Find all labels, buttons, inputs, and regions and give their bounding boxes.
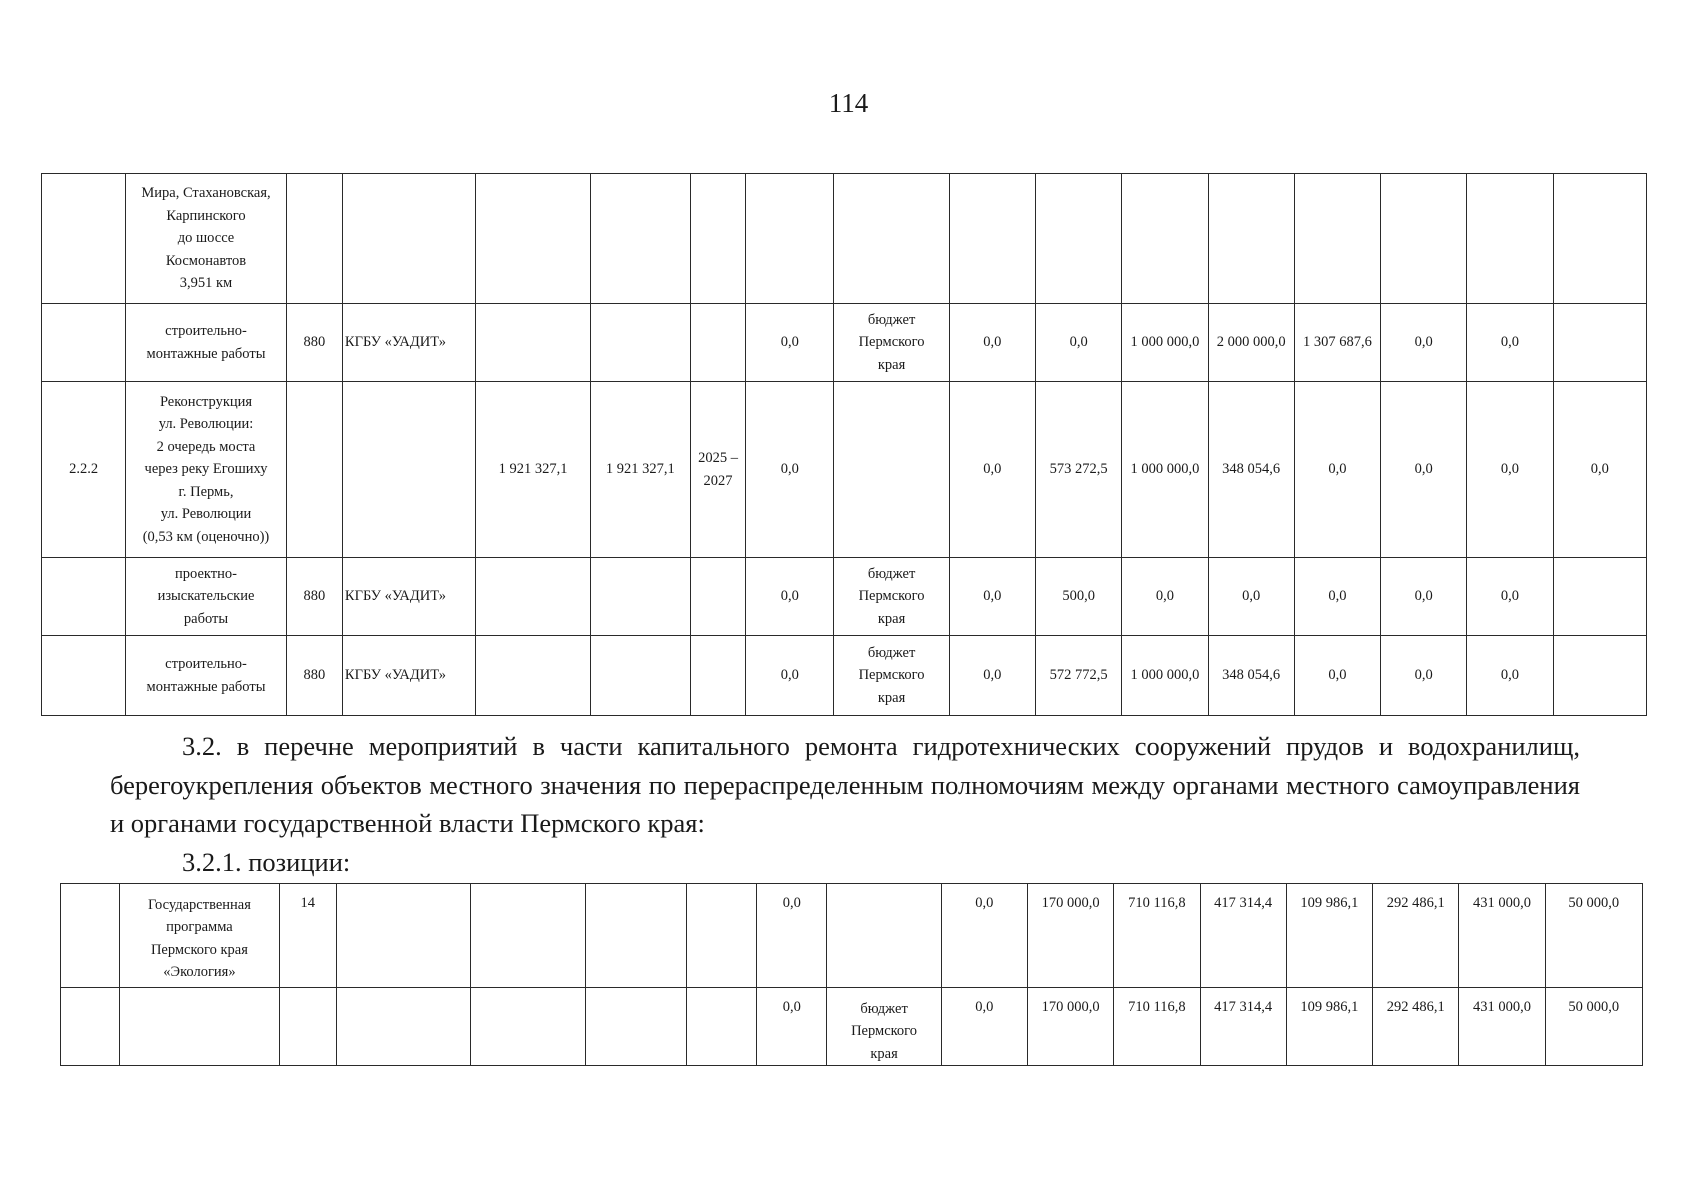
table-cell	[42, 636, 126, 716]
table-cell: 0,0	[941, 988, 1027, 1066]
table-cell: 2025 – 2027	[690, 382, 745, 558]
table-cell: 0,0	[1467, 636, 1553, 716]
table-cell: 0,0	[1294, 382, 1380, 558]
table-cell: 50 000,0	[1545, 884, 1642, 988]
table-cell	[834, 174, 949, 304]
table-cell: 880	[286, 636, 342, 716]
table-cell: 0,0	[949, 636, 1035, 716]
table-cell: 170 000,0	[1028, 988, 1114, 1066]
table-cell: 170 000,0	[1028, 884, 1114, 988]
table-cell: 1 000 000,0	[1122, 304, 1208, 382]
table-row	[42, 558, 1647, 636]
table-cell: 14	[279, 884, 336, 988]
table-cell	[476, 174, 590, 304]
table-row	[42, 174, 1647, 304]
table-row	[42, 304, 1647, 382]
table-cell	[1553, 636, 1646, 716]
table-cell: строительно- монтажные работы	[126, 636, 287, 716]
table-cell: 292 486,1	[1373, 988, 1459, 1066]
table-cell: 1 000 000,0	[1122, 382, 1208, 558]
table-cell	[690, 558, 745, 636]
table-cell: строительно- монтажные работы	[126, 304, 287, 382]
table-cell: 0,0	[1381, 636, 1467, 716]
table-cell: 880	[286, 304, 342, 382]
table-cell: 0,0	[746, 382, 834, 558]
table-cell	[746, 174, 834, 304]
table-cell	[834, 382, 949, 558]
table-cell: 1 921 327,1	[476, 382, 590, 558]
table-cell: 348 054,6	[1208, 382, 1294, 558]
page-number: 114	[828, 88, 869, 118]
table-cell: 417 314,4	[1200, 884, 1286, 988]
table-cell: бюджет Пермского края	[834, 636, 949, 716]
table-cell: 0,0	[746, 558, 834, 636]
table-cell	[585, 884, 686, 988]
table-cell: 500,0	[1036, 558, 1122, 636]
table-cell: 2.2.2	[42, 382, 126, 558]
table-cell	[690, 174, 745, 304]
budget-table-roads	[41, 173, 1647, 716]
table-cell	[471, 884, 585, 988]
table-cell: бюджет Пермского края	[827, 988, 941, 1066]
table-cell: 0,0	[1467, 558, 1553, 636]
table-cell	[590, 304, 690, 382]
table-cell: 0,0	[1381, 558, 1467, 636]
table-cell: 0,0	[746, 304, 834, 382]
table-cell: 50 000,0	[1545, 988, 1642, 1066]
table-cell	[1553, 174, 1646, 304]
table-cell: Реконструкция ул. Революции: 2 очередь моста через реку Егошиху г. Пермь, ул. Революции (0,53 км (оценочно))	[126, 382, 287, 558]
budget-table-ecology	[60, 883, 1643, 1066]
table-cell: 0,0	[1381, 382, 1467, 558]
table-cell: 573 272,5	[1036, 382, 1122, 558]
table-cell	[336, 884, 470, 988]
table-cell	[61, 988, 120, 1066]
table-cell: 431 000,0	[1459, 988, 1545, 1066]
table-cell	[42, 304, 126, 382]
paragraph-section-3-2: 3.2. в перечне мероприятий в части капитального ремонта гидротехнических сооружений прудов и водохранилищ, берегоукрепления объектов местного значения по перераспределенным полномочиям между органами местного самоуправления и органами государственной власти Пермского края:	[110, 731, 1580, 838]
table-cell	[120, 988, 280, 1066]
table-cell	[590, 636, 690, 716]
table-cell	[476, 304, 590, 382]
table-cell: Государственная программа Пермского края «Экология»	[120, 884, 280, 988]
table-cell: 0,0	[1294, 636, 1380, 716]
table-cell: Мира, Стахановская, Карпинского до шоссе Космонавтов 3,951 км	[126, 174, 287, 304]
table-cell: 0,0	[757, 884, 827, 988]
table-cell: 431 000,0	[1459, 884, 1545, 988]
table-cell: 0,0	[1467, 382, 1553, 558]
table-cell	[342, 174, 475, 304]
table-cell	[1122, 174, 1208, 304]
table-cell: КГБУ «УАДИТ»	[342, 558, 475, 636]
table-row	[42, 636, 1647, 716]
table-cell: 1 000 000,0	[1122, 636, 1208, 716]
paragraph-section-3-2-1: 3.2.1. позиции:	[182, 847, 351, 877]
table-cell: 2 000 000,0	[1208, 304, 1294, 382]
table-cell: 1 921 327,1	[590, 382, 690, 558]
table-cell	[336, 988, 470, 1066]
table-cell	[1467, 174, 1553, 304]
table-cell	[342, 382, 475, 558]
table-cell	[690, 636, 745, 716]
table-row	[61, 988, 1643, 1066]
table-body	[61, 884, 1643, 1066]
table-cell	[1381, 174, 1467, 304]
table-row	[42, 382, 1647, 558]
table-cell	[585, 988, 686, 1066]
table-cell	[590, 558, 690, 636]
table-cell	[949, 174, 1035, 304]
table-cell: 0,0	[1467, 304, 1553, 382]
table-cell: 710 116,8	[1114, 988, 1200, 1066]
table-cell	[590, 174, 690, 304]
table-cell: 417 314,4	[1200, 988, 1286, 1066]
table-cell: 0,0	[1122, 558, 1208, 636]
table-cell: 348 054,6	[1208, 636, 1294, 716]
table-cell	[286, 382, 342, 558]
table-cell	[61, 884, 120, 988]
table-cell	[476, 636, 590, 716]
table-cell: 0,0	[941, 884, 1027, 988]
table-cell: 0,0	[1553, 382, 1646, 558]
table-cell	[686, 884, 756, 988]
table-cell: 710 116,8	[1114, 884, 1200, 988]
table-cell: 0,0	[1036, 304, 1122, 382]
table-cell	[1553, 558, 1646, 636]
table-cell: 572 772,5	[1036, 636, 1122, 716]
table-cell: 0,0	[949, 558, 1035, 636]
table-row	[61, 884, 1643, 988]
table-cell: бюджет Пермского края	[834, 558, 949, 636]
table-cell: 1 307 687,6	[1294, 304, 1380, 382]
table-cell: 0,0	[746, 636, 834, 716]
table-cell: 0,0	[949, 304, 1035, 382]
table-cell	[42, 558, 126, 636]
table-cell: 109 986,1	[1286, 988, 1372, 1066]
table-cell	[279, 988, 336, 1066]
table-cell	[476, 558, 590, 636]
table-cell: 109 986,1	[1286, 884, 1372, 988]
table-cell	[1553, 304, 1646, 382]
table-body	[42, 174, 1647, 716]
table-cell: 292 486,1	[1373, 884, 1459, 988]
table-cell: проектно- изыскательские работы	[126, 558, 287, 636]
table-cell: КГБУ «УАДИТ»	[342, 304, 475, 382]
table-cell	[686, 988, 756, 1066]
table-cell	[690, 304, 745, 382]
table-cell: КГБУ «УАДИТ»	[342, 636, 475, 716]
table-cell: 0,0	[1294, 558, 1380, 636]
table-cell	[1294, 174, 1380, 304]
table-cell	[827, 884, 941, 988]
table-cell: 0,0	[1208, 558, 1294, 636]
table-cell	[471, 988, 585, 1066]
table-cell: 0,0	[1381, 304, 1467, 382]
table-cell	[1208, 174, 1294, 304]
table-cell: 880	[286, 558, 342, 636]
table-cell	[1036, 174, 1122, 304]
table-cell: 0,0	[949, 382, 1035, 558]
table-cell	[42, 174, 126, 304]
table-cell: 0,0	[757, 988, 827, 1066]
table-cell: бюджет Пермского края	[834, 304, 949, 382]
table-cell	[286, 174, 342, 304]
